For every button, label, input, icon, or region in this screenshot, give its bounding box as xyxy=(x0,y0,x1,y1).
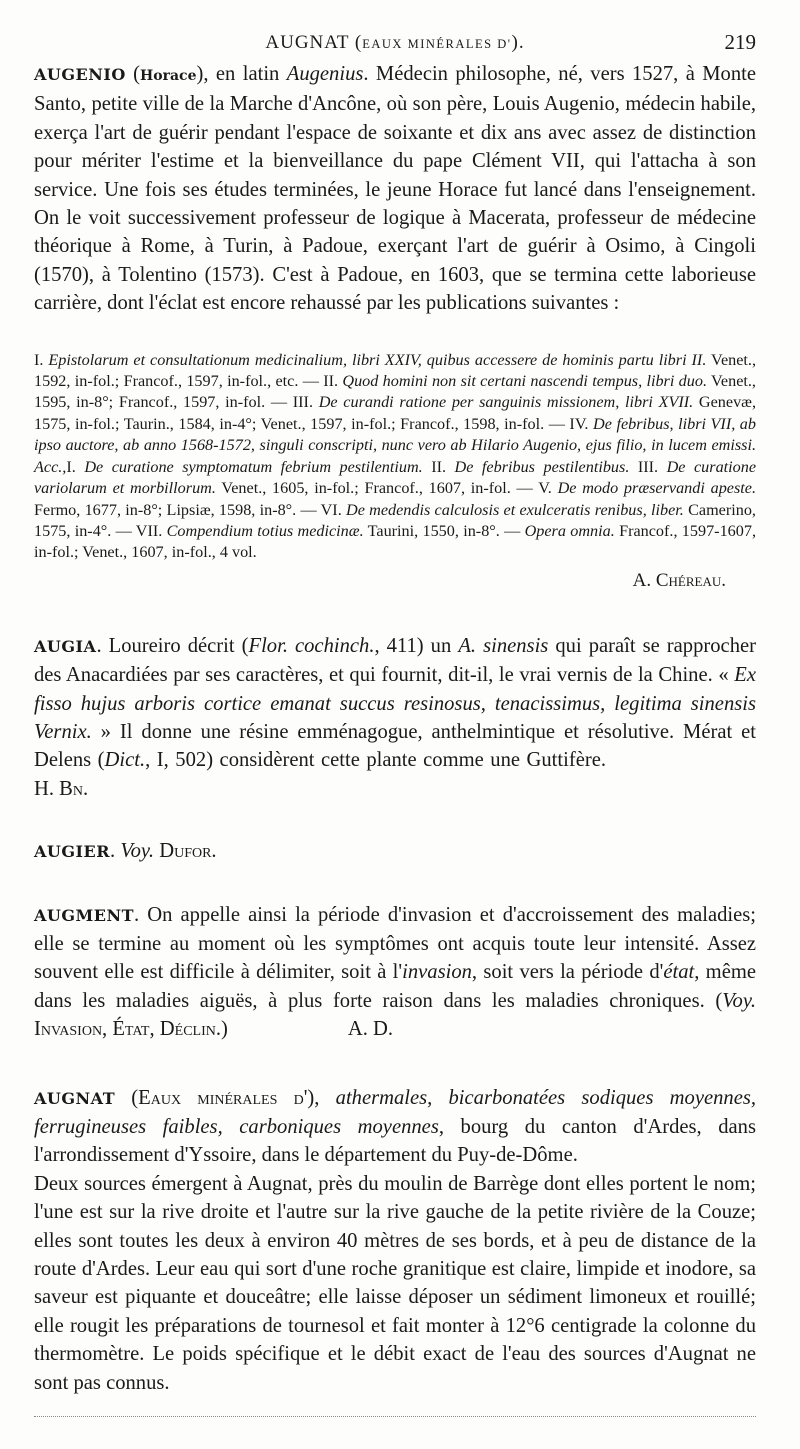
running-head-end: ). xyxy=(511,32,525,53)
bibliography-segment: Quod homini non sit certani nascendi tempus, libri duo. xyxy=(342,372,707,391)
augenio-bibliography xyxy=(34,350,756,564)
augnat-p3: , bourg du canton d'Ardes, dans l'arrondissement d'Yssoire, dans le département du Puy-de-Dôme. xyxy=(34,1116,756,1167)
augia-p1: . Loureiro décrit ( xyxy=(96,634,249,657)
bibliography-segment: De febribus, libri VII, ab ipso auctore, ab anno 1568-1572, singuli conscripti, nunc vero ab Hilario Augenio, ejus filio, in lucem emissi. Acc., xyxy=(34,414,756,476)
entry-augier xyxy=(34,837,756,866)
bibliography-segment: De medendis calculosis et exulceratis renibus, liber. xyxy=(346,500,684,519)
spacer xyxy=(34,803,756,837)
bibliography-segment: I. xyxy=(34,350,49,369)
augia-signature: H. Bn. xyxy=(34,777,89,800)
headword-augnat: AUGNAT xyxy=(34,1088,116,1108)
bibliography-segment: Venet., 1592, in-fol.; Francof., 1597, in-fol., etc. — II. xyxy=(34,350,756,391)
augnat-paragraph-2: Deux sources émergent à Augnat, près du moulin de Barrège dont elles portent le nom; l'une est sur la rive droite et l'autre sur la rive gauche de la petite rivière de la Couze; elles sont toutes les deux à environ 40 mètres de ses bords, et à peu de distance de la route d'Ardes. Leur eau qui sort d'une roche granitique est claire, limpide et inodore, sa saveur est piquante et douceâtre; elle laisse déposer un sédiment limoneux et rouillé; elle rougit les préparations de tournesol et fait monter à 12°6 centigrade la colonne du thermomètre. Le poids spécifique et le débit exact de l'eau des sources d'Augnat ne sont pas connus. xyxy=(34,1172,756,1394)
augnat-p1: ( xyxy=(115,1086,139,1109)
augia-p4: » Il donne une résine emménagogue, anthelmintique et résolutive. Mérat et Delens ( xyxy=(34,720,756,772)
bibliography-segment: Compendium totius medicinæ. xyxy=(166,521,364,540)
augnat-qualities: athermales, bicarbonatées sodiques moyennes, ferrugineuses faibles, carboniques moyennes xyxy=(34,1086,757,1138)
augier-p1: . xyxy=(110,840,121,863)
augenio-signature-text: A. Chéreau. xyxy=(632,569,726,591)
bibliography-segment: Opera omnia. xyxy=(524,521,615,540)
bibliography-segment: Genevæ, 1575, in-fol.; Taurin., 1584, in-4°; Venet., 1597, in-fol.; Francof., 1598, in-fol. — IV. xyxy=(34,393,757,433)
augment-p1: . On appelle ainsi la période d'invasion et d'accroissement des maladies; elle se termine au moment où les symptômes ont acquis toute leur intensité. Assez souvent elle est difficile à délimiter, soit à l' xyxy=(34,903,756,984)
page-number: 219 xyxy=(724,30,756,54)
entry-augia xyxy=(34,632,756,803)
bibliography-segment: Fermo, 1677, in-8°; Lipsiæ, 1598, in-8°. — VI. xyxy=(34,500,346,519)
augment-voy: Voy. xyxy=(722,989,756,1012)
spacer xyxy=(34,1044,756,1084)
augenio-close: ), en latin xyxy=(196,63,287,85)
augia-p3: qui paraît se rapprocher des Anacardiées par ses caractères, et qui fournit, dit-il, le vrai vernis de la Chine. « xyxy=(34,634,756,687)
running-head-title xyxy=(34,32,756,54)
augment-signature: A. D. xyxy=(347,1018,394,1041)
bibliography-segment: Venet., 1605, in-fol.; Francof., 1607, in-fol. — V. xyxy=(215,479,558,498)
augia-ref: Flor. cochinch. xyxy=(248,634,375,657)
bibliography-segment: Venet., 1595, in-8°; Francof., 1597, in-fol. — III. xyxy=(34,372,756,412)
running-head-main: AUGNAT ( xyxy=(265,32,363,53)
running-head xyxy=(34,28,756,60)
augia-p5: , I, 502) considèrent cette plante comme une Guttifère. xyxy=(145,749,606,772)
bibliography-segment: De curatione symptomatum febrium pestilentium. xyxy=(84,457,423,476)
bibliography-segment: Epistolarum et consultationum medicinalium, libri XXIV, quibus accessere de hominis partu libri II. xyxy=(48,350,707,369)
augia-quote: Ex fisso hujus arboris cortice emanat succus resinosus, tenacissimus, legitima sinensis Vernix. xyxy=(34,664,756,743)
augier-ref: Dufor. xyxy=(159,840,217,863)
bibliography-segment: Francof., 1597-1607, in-fol.; Venet., 1607, in-fol., 4 vol. xyxy=(34,521,756,562)
augier-voy: Voy. xyxy=(120,840,155,863)
augenio-signature xyxy=(34,570,726,592)
augment-etat: état xyxy=(663,961,695,984)
augnat-p2: ), xyxy=(307,1086,336,1109)
footer-rule xyxy=(34,1416,756,1417)
augment-refs: Invasion, État, Déclin xyxy=(34,1018,216,1041)
headword-augenio: AUGENIO xyxy=(34,65,126,84)
bibliography-segment: III. xyxy=(629,457,667,476)
augment-invasion: invasion xyxy=(402,961,472,984)
augia-dict: Dict. xyxy=(104,749,146,772)
headword-augment: AUGMENT xyxy=(34,905,134,925)
bibliography-segment: De curatione variolarum et morbillorum. xyxy=(34,457,757,498)
entry-augnat xyxy=(34,1084,756,1170)
bibliography-segment: Taurini, 1550, in-8°. — xyxy=(363,521,525,540)
running-head-small: EAUX MINÉRALES D' xyxy=(362,37,512,51)
entry-augment xyxy=(34,901,756,1044)
augment-p2: , soit vers la période d' xyxy=(471,961,664,984)
augia-p2: , 411) un xyxy=(374,634,459,657)
bibliography-segment: I. xyxy=(66,457,85,476)
bibliography-segment: De febribus pestilentibus. xyxy=(454,457,630,476)
augment-p4: .) xyxy=(215,1018,228,1041)
augenio-firstname: Horace xyxy=(140,68,197,84)
headword-augier: AUGIER xyxy=(34,842,111,862)
augenio-open: ( xyxy=(125,63,141,85)
spacer xyxy=(34,592,756,632)
entry-augenio xyxy=(34,60,756,318)
augenio-latin: Augenius xyxy=(286,63,364,85)
bibliography-segment: De modo præservandi apeste. xyxy=(557,479,757,498)
spacer xyxy=(34,867,756,901)
augnat-smallcaps: Eaux minérales d' xyxy=(138,1086,308,1109)
augenio-text: . Médecin philosophe, né, vers 1527, à Monte Santo, petite ville de la Marche d'Ancône, où son père, Louis Augenio, médecin habile, exerça l'art de guérir pendant l'espace de soixante et dix ans avec assez de distinction pour mériter l'estime et la bienveillance du pape Clément VII, qui l'attacha à son service. Une fois ses études terminées, le jeune Horace fut lancé dans l'enseignement. On le voit successivement professeur de logique à Macerata, professeur de médecine théorique à Rome, à Turin, à Padoue, exerçant l'art de guérir à Osimo, à Cingoli (1570), à Tolentino (1573). C'est à Padoue, en 1603, que se termina cette laborieuse carrière, dont l'éclat est encore rehaussé par les publications suivantes : xyxy=(34,63,757,315)
bibliography-segment: Camerino, 1575, in-4°. — VII. xyxy=(34,500,756,540)
augment-p3: , même dans les maladies aiguës, à plus forte raison dans les maladies chroniques. ( xyxy=(34,961,756,1012)
bibliography-segment: II. xyxy=(422,457,455,476)
augia-species: A. sinensis xyxy=(458,634,549,657)
bibliography-segment: De curandi ratione per sanguinis missionem, libri XVII. xyxy=(318,393,694,412)
headword-augia: AUGIA xyxy=(34,636,97,656)
